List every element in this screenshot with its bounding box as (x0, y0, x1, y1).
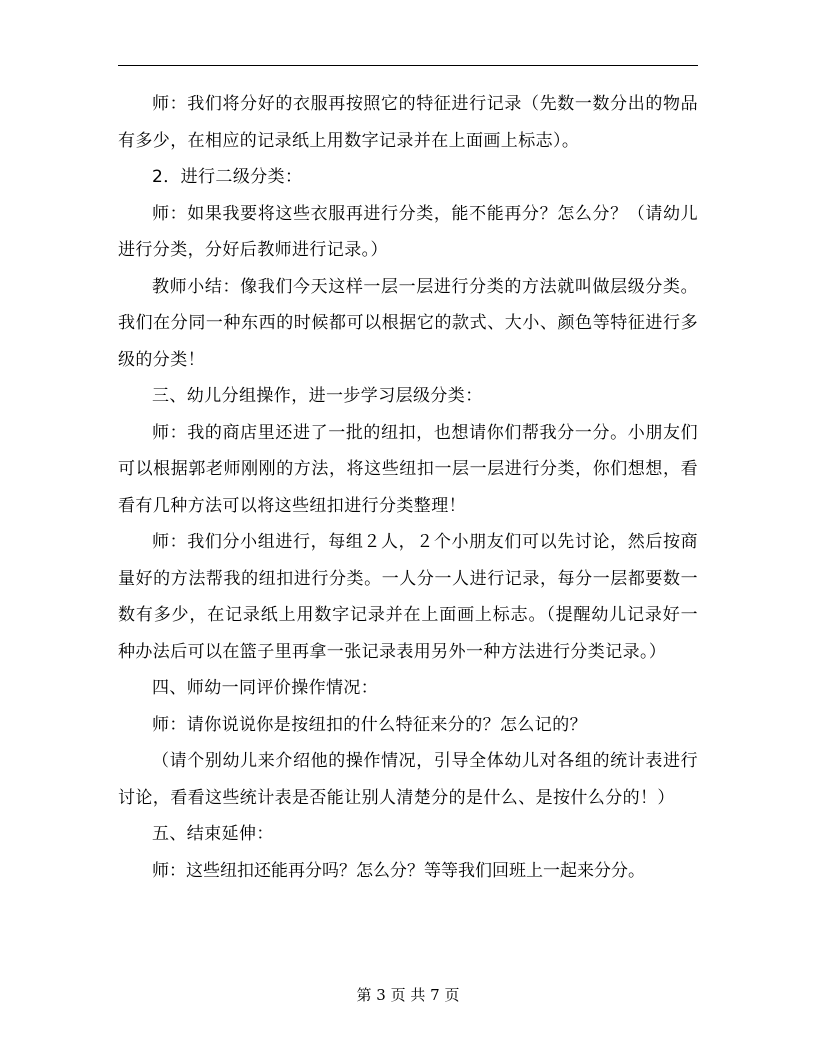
page-number-footer: 第 3 页 共 7 页 (356, 986, 460, 1004)
paragraph-buttons-intro: 师：我的商店里还进了一批的纽扣，也想请你们帮我分一分。小朋友们可以根据郭老师刚刚的方法，将这些纽扣一层一层进行分类，你们想想，看看有几种方法可以将这些纽扣进行分类整理！ (118, 422, 698, 516)
paragraph-evaluation-note: （请个别幼儿来介绍他的操作情况，引导全体幼儿对各组的统计表进行讨论，看看这些统计表是否能让别人清楚分的是什么、是按什么分的！） (118, 751, 698, 808)
paragraph-step-2-heading: 2．进行二级分类： (152, 167, 303, 187)
paragraph-teacher-record: 师：我们将分好的衣服再按照它的特征进行记录（先数一数分出的物品有多少，在相应的记录纸上用数字记录并在上面画上标志）。 (118, 94, 698, 151)
paragraph-teacher-summary: 教师小结：像我们今天这样一层一层进行分类的方法就叫做层级分类。我们在分同一种东西的时候都可以根据它的款式、大小、颜色等特征进行多级的分类！ (118, 276, 698, 370)
section-4-heading: 四、师幼一同评价操作情况： (152, 678, 379, 698)
paragraph-closing: 师：这些纽扣还能再分吗？怎么分？等等我们回班上一起来分分。 (152, 860, 645, 881)
paragraph-group-work: 师：我们分小组进行，每组２人，２个小朋友们可以先讨论，然后按商量好的方法帮我的纽扣进行分类。一人分一人进行记录，每分一层都要数一数有多少，在记录纸上用数字记录并在上面画上标志。（提醒幼儿记录好一种办法后可以在篮子里再拿一张记录表用另外一种方法进行分类记录。） (118, 532, 698, 662)
paragraph-evaluation-question: 师：请你说说你是按纽扣的什么特征来分的？怎么记的？ (152, 714, 587, 735)
section-5-heading: 五、结束延伸： (152, 824, 274, 844)
section-3-heading: 三、幼儿分组操作，进一步学习层级分类： (152, 386, 483, 406)
document-body (118, 86, 698, 889)
paragraph-teacher-question: 师：如果我要将这些衣服再进行分类，能不能再分？怎么分？（请幼儿进行分类，分好后教师进行记录。） (118, 203, 698, 260)
header-rule (118, 65, 698, 66)
